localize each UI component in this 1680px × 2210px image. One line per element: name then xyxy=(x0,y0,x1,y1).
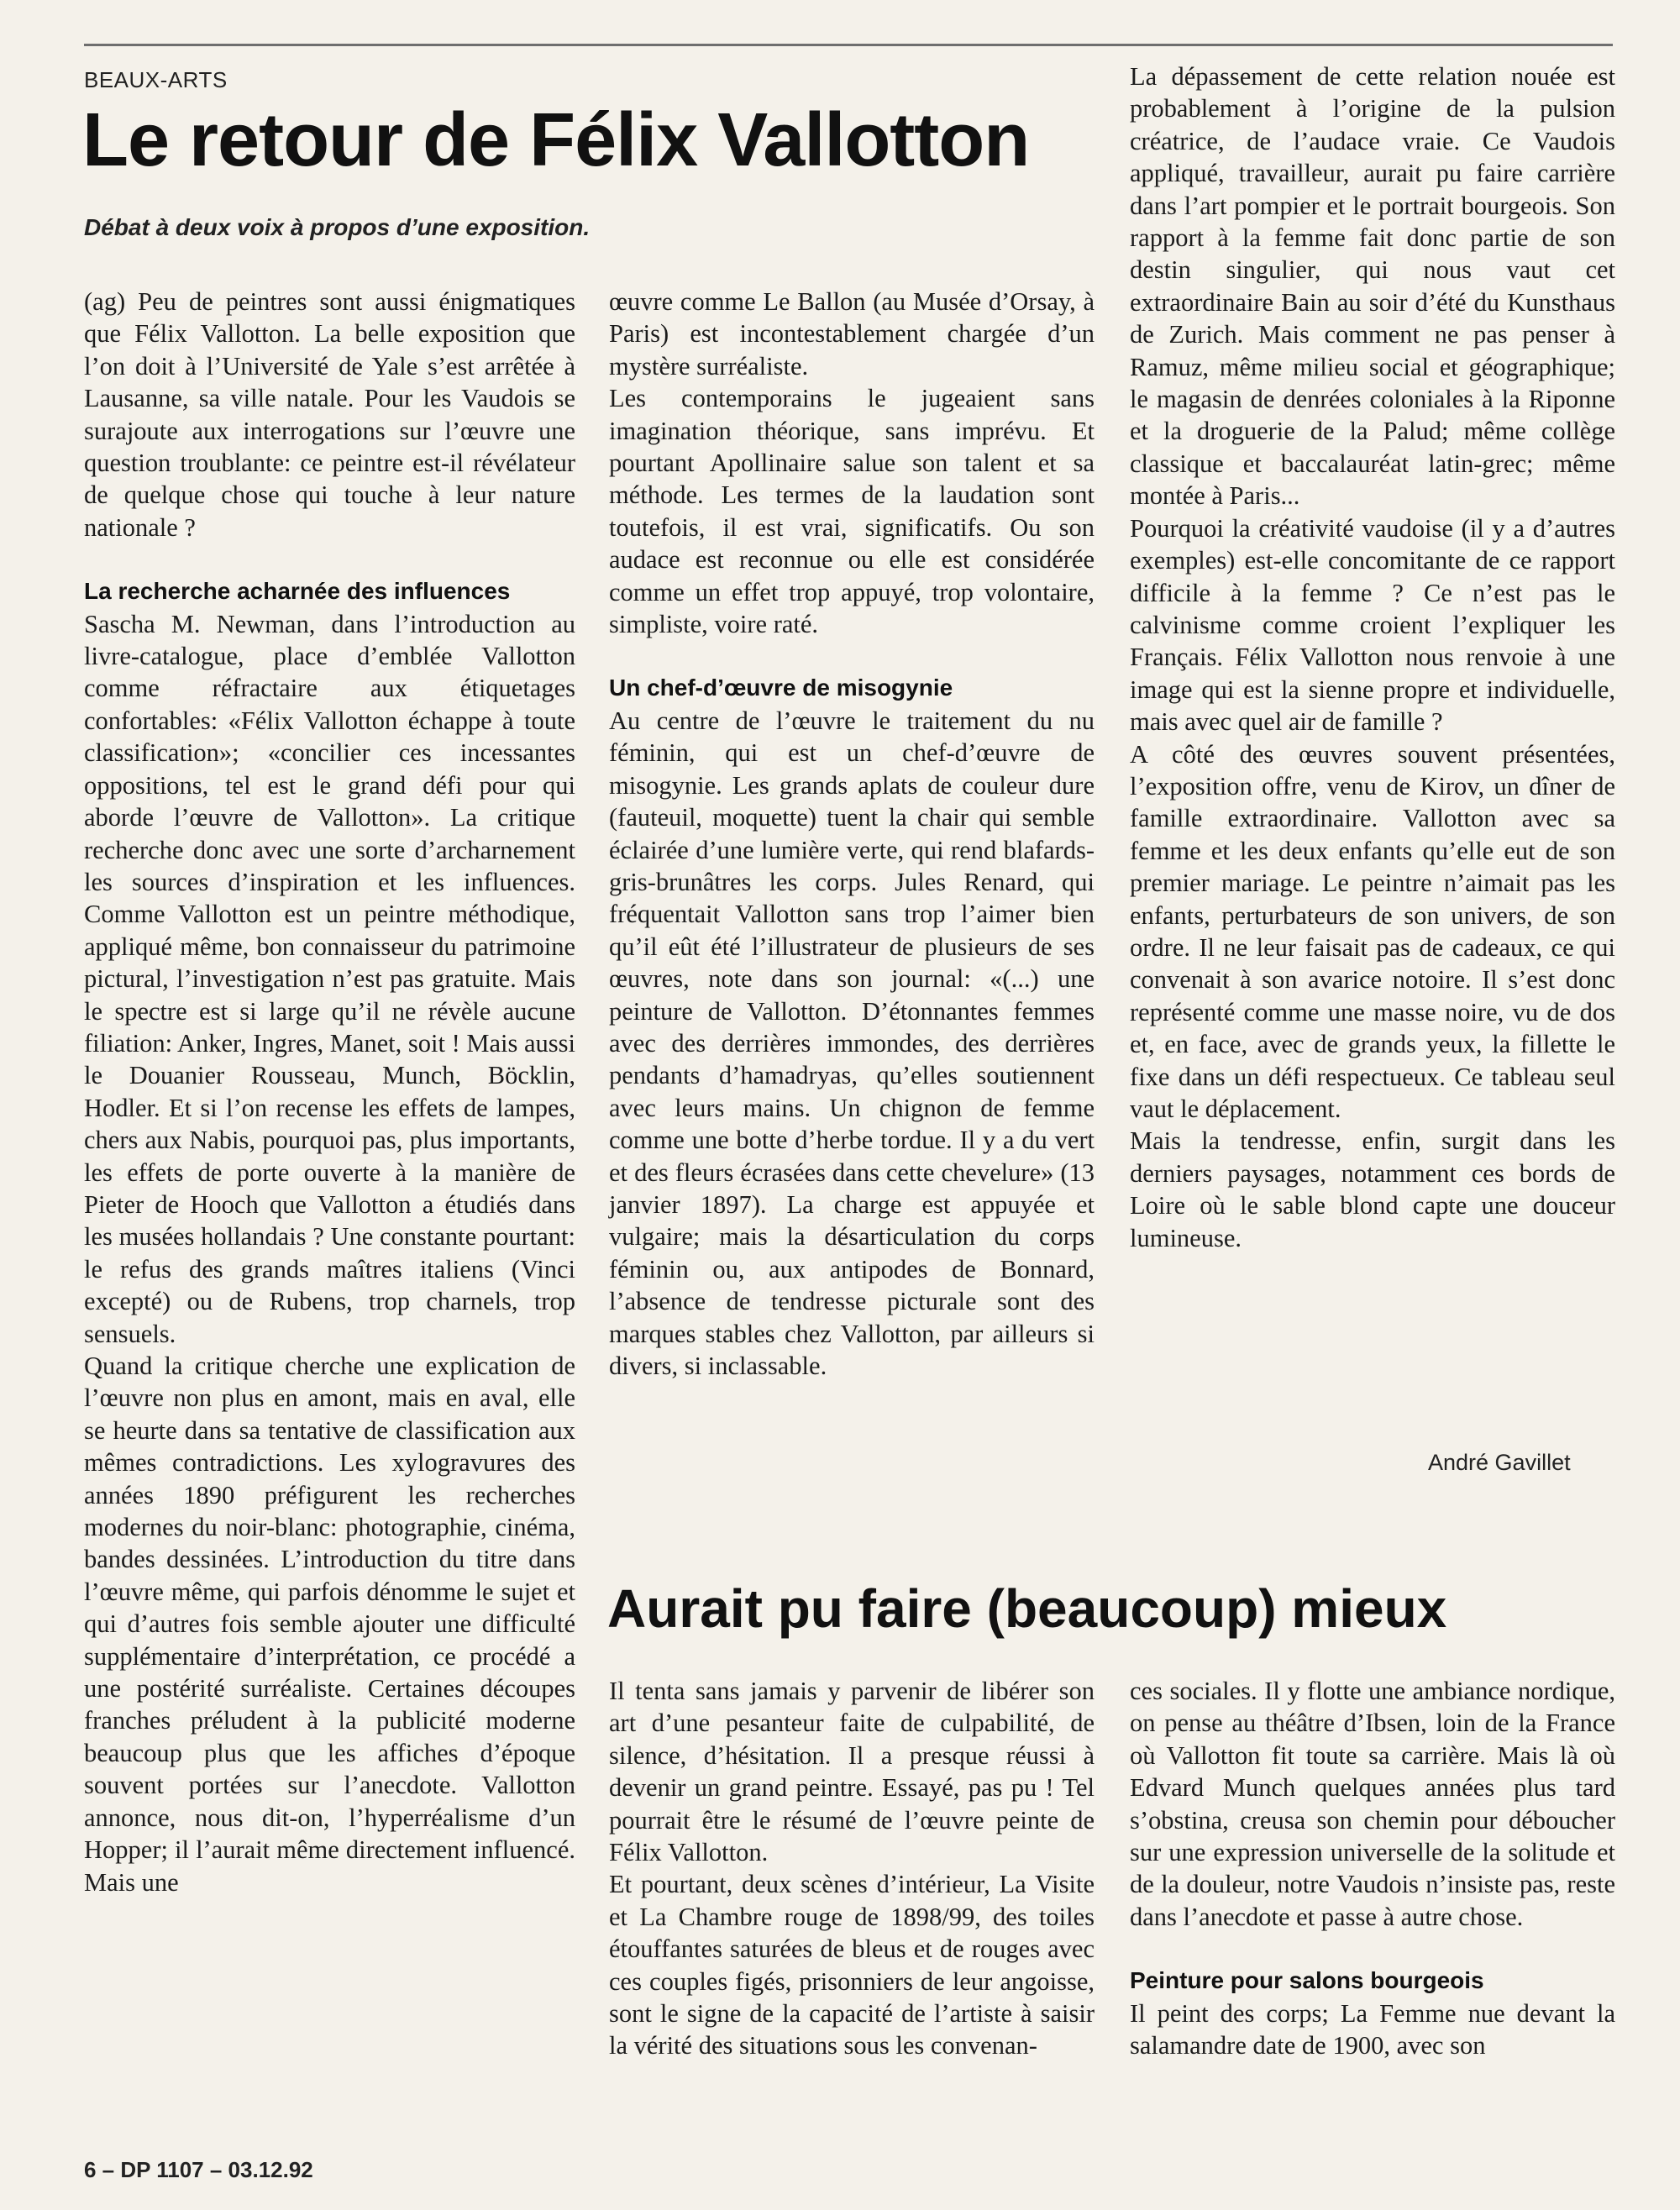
article1-paragraph: Au centre de l’œuvre le traitement du nu féminin, qui est un chef-d’œuvre de misogynie. Les grands aplats de couleur dure (fauteuil, moquette) tuent la chair qui semble éclairée d’une lumière verte, qui rend blafards-gris-brunâtres les corps. Jules Renard, qui fréquentait Vallotton sans trop l’aimer bien qu’il eût été l’illustrateur de plusieurs de ses œuvres, note dans son journal: «(...) une peinture de Vallotton. D’étonnantes femmes avec des derrières immondes, des derrières pendants d’hamadryas, qu’elles soutiennent avec leurs mains. Un chignon de femme comme une botte d’herbe tordue. Il y a du vert et des fleurs écrasées dans cette chevelure» (13 janvier 1897). La charge est appuyée et vulgaire; mais la désarticulation du corps féminin ou, aux antipodes de Bonnard, l’absence de tendresse picturale sont des marques stables chez Vallotton, par ailleurs si divers, si inclassable. xyxy=(609,706,1095,1380)
article1-subhead: La recherche acharnée des influences xyxy=(84,578,511,605)
article2-column-1 xyxy=(609,1675,1095,2062)
article2-subhead: Peinture pour salons bourgeois xyxy=(1130,1967,1484,1994)
article1-paragraph: Quand la critique cherche une explication de l’œuvre non plus en amont, mais en aval, elle se heurte dans sa tentative de classification aux mêmes contradictions. Les xylogravures des années 1890 préfigurent les recherches modernes du noir-blanc: photographie, cinéma, bandes dessinées. L’introduction du titre dans l’œuvre même, qui parfois dénomme le sujet et qui d’autres fois semble ajouter une difficulté supplémentaire d’interprétation, ce procédé a une postérité surréaliste. Certaines découpes franches préludent à la publicité moderne beaucoup plus que les affiches d’époque souvent portées sur l’anecdote. Vallotton annonce, nous dit-on, l’hyperréalisme d’un Hopper; il l’aurait même directement influencé. Mais une xyxy=(84,1352,575,1897)
article-deck: Débat à deux voix à propos d’une exposition. xyxy=(84,214,591,240)
article2-paragraph: Il peint des corps; La Femme nue devant la salamandre date de 1900, avec son xyxy=(1130,1998,1615,2060)
author-signature: André Gavillet xyxy=(1428,1450,1571,1475)
article1-paragraph: (ag) Peu de peintres sont aussi énigmatiques que Félix Vallotton. La belle exposition que l’on doit à l’Université de Yale s’est arrêtée à Lausanne, sa ville natale. Pour les Vaudois se surajoute aux interrogations sur l’œuvre une question troublante: ce peintre est-il révélateur de quelque chose qui touche à leur nature nationale ? xyxy=(84,287,575,542)
article1-column-3 xyxy=(1130,60,1615,1254)
section-rubric: BEAUX-ARTS xyxy=(84,67,228,92)
article1-paragraph: Mais la tendresse, enfin, surgit dans les derniers paysages, notamment ces bords de Loire où le sable blond capte une douceur lumineuse. xyxy=(1130,1126,1615,1252)
article2-paragraph: ces sociales. Il y flotte une ambiance nordique, on pense au théâtre d’Ibsen, loin de la France où Vallotton fit toute sa carrière. Mais là où Edvard Munch quelques années plus tard s’obstina, creusa son chemin pour déboucher sur une expression universelle de la solitude et de la douleur, notre Vaudois n’insiste pas, reste dans l’anecdote et passe à autre chose. xyxy=(1130,1677,1615,1931)
article1-paragraph: œuvre comme Le Ballon (au Musée d’Orsay, à Paris) est incontestablement chargée d’un mystère surréaliste. xyxy=(609,287,1095,381)
article-headline: Le retour de Félix Vallotton xyxy=(82,98,1030,182)
article1-subhead: Un chef-d’œuvre de misogynie xyxy=(609,675,953,701)
page-footer: 6 – DP 1107 – 03.12.92 xyxy=(84,2157,313,2182)
top-rule xyxy=(84,44,1613,46)
article1-paragraph: Les contemporains le jugeaient sans imagination théorique, sans imprévu. Et pourtant Apollinaire salue son talent et sa méthode. Les termes de la laudation sont toutefois, il est vrai, significatifs. Ou son audace est reconnue ou elle est considérée comme un effet trop appuyé, trop volontaire, simpliste, voire raté. xyxy=(609,384,1095,639)
article1-paragraph: A côté des œuvres souvent présentées, l’exposition offre, venu de Kirov, un dîner de famille extraordinaire. Vallotton avec sa femme et les deux enfants qu’elle eut de son premier mariage. Le peintre n’aimait pas les enfants, perturbateurs de son univers, de son ordre. Il ne leur faisait pas de cadeaux, ce qui convenait à son avarice notoire. Il s’est donc représenté comme une masse noire, vu de dos et, en face, avec de grands yeux, la fillette le fixe dans un défi respectueux. Ce tableau seul vaut le déplacement. xyxy=(1130,739,1615,1123)
article1-paragraph: Sascha M. Newman, dans l’introduction au livre-catalogue, place d’emblée Vallotton comme réfractaire aux étiquetages confortables: «Félix Vallotton échappe à toute classification»; «concilier ces incessantes oppositions, tel est le grand défi pour qui aborde l’œuvre de Vallotton». La critique recherche donc avec une sorte d’archarnement les sources d’inspiration et les influences. Comme Vallotton est un peintre méthodique, appliqué même, bon connaisseur du patrimoine pictural, l’investigation n’est pas gratuite. Mais le spectre est si large qu’il ne révèle aucune filiation: Anker, Ingres, Manet, soit ! Mais aussi le Douanier Rousseau, Munch, Böcklin, Hodler. Et si l’on recense les effets de lampes, chers aux Nabis, pourquoi pas, plus importants, les effets de porte ouverte à la manière de Pieter de Hooch que Vallotton a étudiés dans les musées hollandais ? Une constante pourtant: le refus des grands maîtres italiens (Vinci excepté) ou de Rubens, trop charnels, trop sensuels. xyxy=(84,609,575,1348)
article2-paragraph: Il tenta sans jamais y parvenir de libérer son art d’une pesanteur faite de culpabilité, de silence, d’hésitation. Il a presque réussi à devenir un grand peintre. Essayé, pas pu ! Tel pourrait être le résumé de l’œuvre peinte de Félix Vallotton. xyxy=(609,1677,1095,1867)
article1-paragraph: Pourquoi la créativité vaudoise (il y a d’autres exemples) est-elle concomitante de ce rapport difficile à la femme ? Ce n’est pas le calvinisme comme croient l’expliquer les Français. Félix Vallotton nous renvoie à une image qui est la sienne propre et individuelle, mais avec quel air de famille ? xyxy=(1130,513,1615,737)
article1-column-2 xyxy=(609,286,1095,1382)
article2-column-2 xyxy=(1130,1675,1615,2061)
article1-paragraph: La dépassement de cette relation nouée est probablement à l’origine de la pulsion créatrice, de l’audace vraie. Ce Vaudois appliqué, travailleur, aurait pu faire carrière dans l’art pompier et le portrait bourgeois. Son rapport à la femme fait donc partie de son destin singulier, qui nous vaut cet extraordinaire Bain au soir d’été du Kunsthaus de Zurich. Mais comment ne pas penser à Ramuz, même milieu social et géographique; le magasin de denrées coloniales à la Riponne et la droguerie de la Palud; même collège classique et baccalauréat latin-grec; même montée à Paris... xyxy=(1130,62,1615,511)
article1-column-1 xyxy=(84,286,575,1898)
article2-paragraph: Et pourtant, deux scènes d’intérieur, La Visite et La Chambre rouge de 1898/99, des toiles étouffantes saturées de bleus et de rouges avec ces couples figés, prisonniers de leur angoisse, sont le signe de la capacité de l’artiste à saisir la vérité des situations sous les convenan- xyxy=(609,1870,1095,2060)
second-article-headline: Aurait pu faire (beaucoup) mieux xyxy=(607,1578,1447,1639)
